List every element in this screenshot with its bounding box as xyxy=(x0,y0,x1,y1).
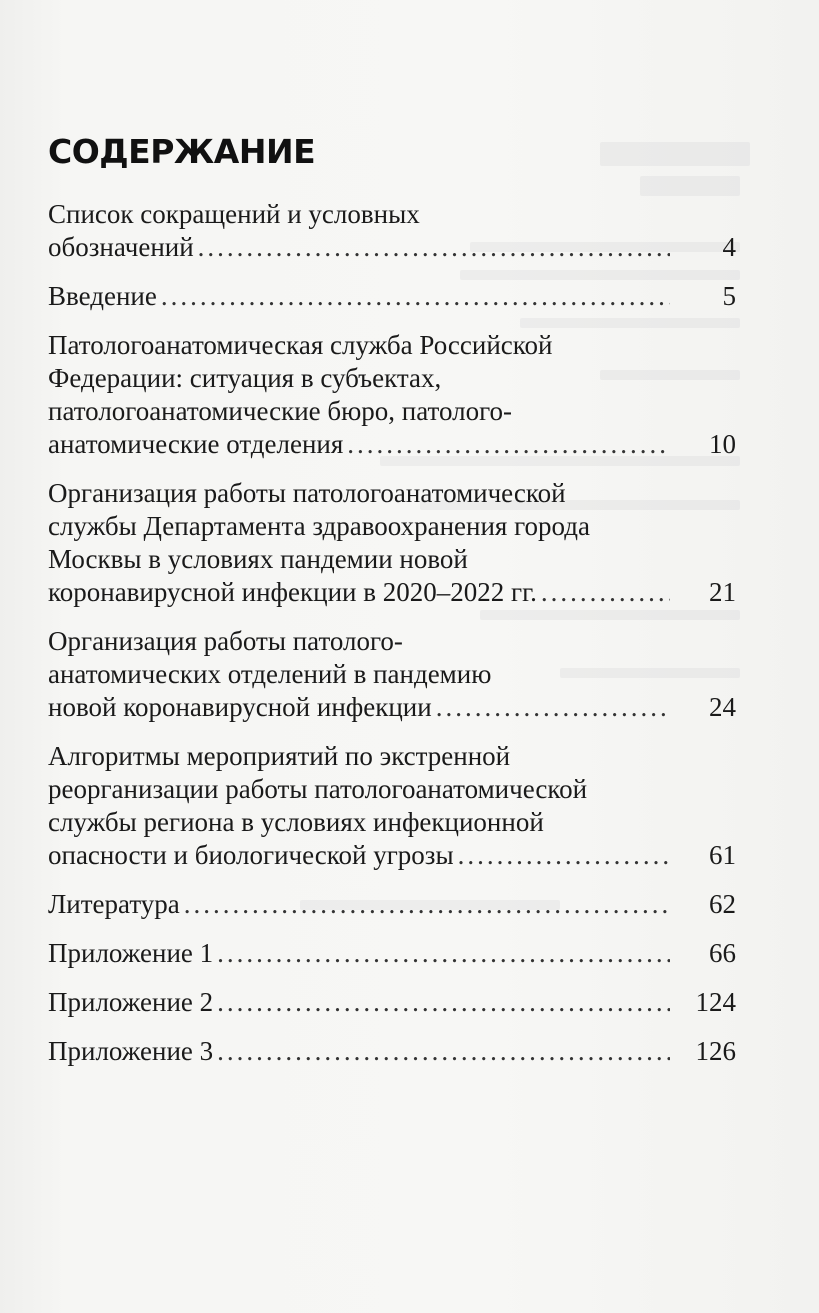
toc-entry[interactable] xyxy=(48,740,736,872)
toc-entry-last-line xyxy=(48,937,674,970)
toc-entry-last-line xyxy=(48,280,674,313)
toc-entry-line: коронавирусной инфекции в 2020–2022 гг. xyxy=(48,577,537,607)
toc-entry-last-line xyxy=(48,428,674,461)
toc-entry-last-line xyxy=(48,691,674,724)
toc-entry-line: Приложение 2 xyxy=(48,987,214,1017)
toc-entry-line: Литература xyxy=(48,889,180,919)
toc-entry-last-line xyxy=(48,986,674,1019)
toc-page-number: 24 xyxy=(709,692,736,722)
toc-entry[interactable] xyxy=(48,329,736,461)
dot-leader xyxy=(217,937,670,970)
toc-entry-title xyxy=(48,625,674,724)
toc-page-number: 61 xyxy=(709,840,736,870)
toc-page-number: 10 xyxy=(709,429,736,459)
toc-entry-line: Приложение 3 xyxy=(48,1036,214,1066)
dot-leader xyxy=(347,428,670,461)
toc-entry-line: новой коронавирусной инфекции xyxy=(48,692,432,722)
toc-entry-line: службы региона в условиях инфекционной xyxy=(48,807,544,837)
dot-leader xyxy=(161,280,670,313)
toc-entry-line: Организация работы патолого- xyxy=(48,626,403,656)
toc-heading: СОДЕРЖАНИЕ xyxy=(48,132,316,171)
toc-entry-line: Введение xyxy=(48,281,157,311)
toc-entry[interactable] xyxy=(48,986,736,1019)
toc-entry[interactable] xyxy=(48,937,736,970)
toc-entry-line: Федерации: ситуация в субъектах, xyxy=(48,363,442,393)
toc-entry-title xyxy=(48,740,674,872)
toc-entry[interactable] xyxy=(48,888,736,921)
toc-entry-last-line xyxy=(48,1035,674,1068)
toc-page-number: 21 xyxy=(709,577,736,607)
dot-leader xyxy=(217,986,670,1019)
toc-entry-line: анатомических отделений в пандемию xyxy=(48,659,492,689)
toc-entry-title xyxy=(48,477,674,609)
toc-entry-line: опасности и биологической угрозы xyxy=(48,840,454,870)
toc-entry-title xyxy=(48,937,674,970)
toc-page-number: 62 xyxy=(709,889,736,919)
toc-page-number: 66 xyxy=(709,938,736,968)
toc-entry[interactable] xyxy=(48,280,736,313)
toc-entry-line: Организация работы патологоанатомической xyxy=(48,478,566,508)
dot-leader xyxy=(436,691,670,724)
toc-entry-title xyxy=(48,198,674,264)
dot-leader xyxy=(217,1035,670,1068)
toc-entry-line: Патологоанатомическая служба Российской xyxy=(48,330,553,360)
dot-leader xyxy=(198,231,670,264)
toc-entry-line: Алгоритмы мероприятий по экстренной xyxy=(48,741,511,771)
toc-entry-line: Приложение 1 xyxy=(48,938,214,968)
toc-page-number: 5 xyxy=(722,281,736,311)
toc-entry-line: реорганизации работы патологоанатомической xyxy=(48,774,588,804)
dot-leader xyxy=(458,839,670,872)
toc-entry[interactable] xyxy=(48,477,736,609)
toc-entry-title xyxy=(48,1035,674,1068)
toc-entry[interactable] xyxy=(48,625,736,724)
toc-entry-last-line xyxy=(48,576,674,609)
toc-entry-title xyxy=(48,888,674,921)
toc-page-number: 126 xyxy=(695,1036,736,1066)
toc-entry-title xyxy=(48,986,674,1019)
toc-page-number: 4 xyxy=(722,232,736,262)
toc-entry-last-line xyxy=(48,888,674,921)
toc-entry-title xyxy=(48,329,674,461)
toc-entry-line: Москвы в условиях пандемии новой xyxy=(48,544,468,574)
toc-entry-last-line xyxy=(48,231,674,264)
toc-entry-line: патологоанатомические бюро, патолого- xyxy=(48,396,512,426)
dot-leader xyxy=(541,576,670,609)
toc-entry[interactable] xyxy=(48,198,736,264)
toc-entry-line: Список сокращений и условных xyxy=(48,199,420,229)
dot-leader xyxy=(184,888,670,921)
toc-entry-last-line xyxy=(48,839,674,872)
toc-page-number: 124 xyxy=(695,987,736,1017)
toc-entry-title xyxy=(48,280,674,313)
toc-entry-line: анатомические отделения xyxy=(48,429,344,459)
toc-entry-line: службы Департамента здравоохранения города xyxy=(48,511,590,541)
table-of-contents xyxy=(48,198,736,1068)
toc-entry[interactable] xyxy=(48,1035,736,1068)
toc-entry-line: обозначений xyxy=(48,232,194,262)
